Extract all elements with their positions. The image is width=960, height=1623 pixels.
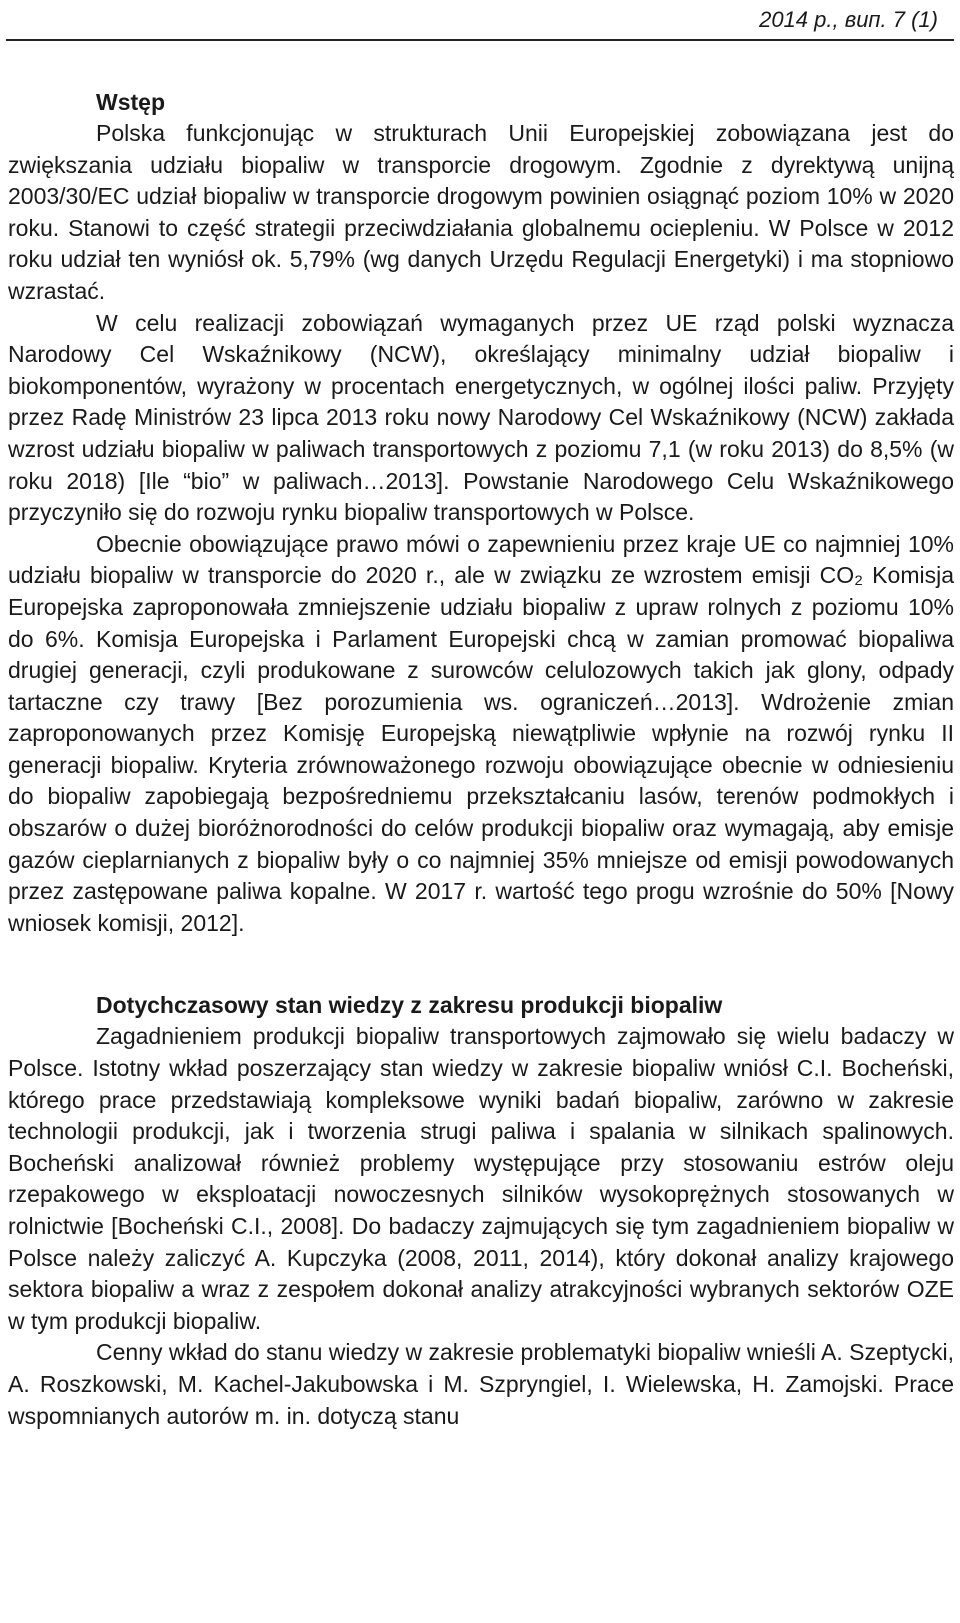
paragraph: Zagadnieniem produkcji biopaliw transportowych zajmowało się wielu badaczy w Polsce. Istotny wkład poszerzający stan wiedzy w zakresie biopaliw wniósł C.I. Bocheński, którego prace przedstawiają kompleksowe wyniki badań biopaliw, zarówno w zakresie technologii produkcji, jak i tworzenia strugi paliwa i spalania w silnikach spalinowych. Bocheński analizował również problemy występujące przy stosowaniu estrów oleju rzepakowego w eksploatacji nowoczesnych silników wysokoprężnych stosowanych w rolnictwie [Bocheński C.I., 2008]. Do badaczy zajmujących się tym zagadnieniem biopaliw w Polsce należy zaliczyć A. Kupczyka (2008, 2011, 2014), który dokonał analizy krajowego sektora biopaliw a wraz z zespołem dokonał analizy atrakcyjności wybranych sektorów OZE w tym produkcji biopaliw. bbox=[8, 1023, 954, 1334]
paragraph: W celu realizacji zobowiązań wymaganych przez UE rząd polski wyznacza Narodowy Cel Wskaźnikowy (NCW), określający minimalny udział biopaliw i biokomponentów, wyrażony w procentach energetycznych, w ogólnej ilości paliw. Przyjęty przez Radę Ministrów 23 lipca 2013 roku nowy Narodowy Cel Wskaźnikowy (NCW) zakłada wzrost udziału biopaliw w paliwach transportowych z poziomu 7,1 (w roku 2013) do 8,5% (w roku 2018) [Ile “bio” w paliwach…2013]. Powstanie Narodowego Celu Wskaźnikowego przyczyniło się do rozwoju rynku biopaliw transportowych w Polsce. bbox=[8, 309, 954, 526]
paragraph: Obecnie obowiązujące prawo mówi o zapewnieniu przez kraje UE co najmniej 10% udziału biopaliw w transporcie do 2020 r., ale w związku ze wzrostem emisji CO₂ Komisja Europejska zaproponowała zmniejszenie udziału biopaliw z upraw rolnych z poziomu 10% do 6%. Komisja Europejska i Parlament Europejski chcą w zamian promować biopaliwa drugiej generacji, czyli produkowane z surowców celulozowych takich jak glony, odpady tartaczne czy trawy [Bez porozumienia ws. ograniczeń…2013]. Wdrożenie zmian zaproponowanych przez Komisję Europejską niewątpliwie wpłynie na rozwój rynku II generacji biopaliw. Kryteria zrównoważonego rozwoju obowiązujące obecnie w odniesieniu do biopaliw zapobiegają bezpośredniemu przekształcaniu lasów, terenów podmokłych i obszarów o dużej bioróżnorodności do celów produkcji biopaliw oraz wymagają, aby emisje gazów cieplarnianych z biopaliw były o co najmniej 35% mniejsze od emisji powodowanych przez zastępowane paliwa kopalne. W 2017 r. wartość tego progu wzrośnie do 50% [Nowy wniosek komisji, 2012]. bbox=[8, 530, 954, 936]
header-rule bbox=[6, 39, 954, 41]
paragraph: Polska funkcjonując w strukturach Unii Europejskiej zobowiązana jest do zwiększania udziału biopaliw w transporcie drogowym. Zgodnie z dyrektywą unijną 2003/30/EC udział biopaliw w transporcie drogowym powinien osiągnąć poziom 10% w 2020 roku. Stanowi to część strategii przeciwdziałania globalnemu ociepleniu. W Polsce w 2012 roku udział ten wyniósł ok. 5,79% (wg danych Urzędu Regulacji Energetyki) i ma stopniowo wzrastać. bbox=[8, 120, 954, 304]
section-heading-wstep: Wstęp bbox=[96, 89, 165, 115]
running-header: 2014 р., вип. 7 (1) bbox=[759, 7, 938, 32]
section-gap bbox=[8, 939, 954, 989]
page-content bbox=[8, 86, 954, 1432]
section-heading-stan-wiedzy: Dotychczasowy stan wiedzy z zakresu produkcji biopaliw bbox=[96, 992, 723, 1019]
paragraph: Cenny wkład do stanu wiedzy w zakresie problematyki biopaliw wnieśli A. Szeptycki, A. Roszkowski, M. Kachel-Jakubowska i M. Szpryngiel, I. Wielewska, H. Zamojski. Prace wspomnianych autorów m. in. dotyczą stanu bbox=[8, 1339, 954, 1429]
